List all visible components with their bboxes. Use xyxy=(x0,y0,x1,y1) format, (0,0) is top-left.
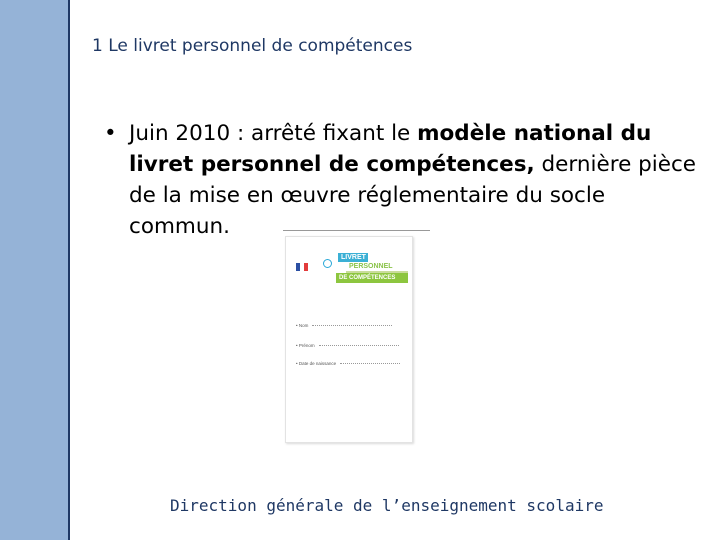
field-label: • Prénom xyxy=(296,343,315,348)
banner-line-3: DE COMPÉTENCES xyxy=(336,273,408,283)
banner-line-1: LIVRET xyxy=(338,253,368,262)
livret-title-banner xyxy=(338,253,408,283)
field-label: • Nom xyxy=(296,323,309,328)
field-dotted-line xyxy=(312,325,392,326)
livret-cover-image xyxy=(283,230,430,442)
field-dotted-line xyxy=(319,345,399,346)
field-prenom xyxy=(296,343,406,348)
field-date-naissance xyxy=(296,361,406,366)
ministry-circle-logo-icon xyxy=(323,259,332,268)
bullet-text-bold: modèle national du livret personnel de compétences, xyxy=(129,121,652,177)
field-nom xyxy=(296,323,406,328)
banner-line-2: PERSONNEL xyxy=(346,262,408,273)
bullet-text-plain-1: Juin 2010 : arrêté fixant le xyxy=(129,121,418,146)
bullet-text-plain-2: dernière pièce de la mise en œuvre réglementaire du socle commun. xyxy=(129,152,697,239)
field-dotted-line xyxy=(340,363,400,364)
livret-cover-page xyxy=(285,236,413,443)
field-label: • Date de naissance xyxy=(296,361,337,366)
french-flag-icon xyxy=(296,263,308,271)
image-top-rule xyxy=(283,230,430,231)
bullet-marker: • xyxy=(104,121,117,146)
left-sidebar-band xyxy=(0,0,70,540)
footer-text: Direction générale de l’enseignement scolaire xyxy=(170,496,604,515)
slide-title: 1 Le livret personnel de compétences xyxy=(92,36,413,56)
bullet-text xyxy=(129,118,699,242)
